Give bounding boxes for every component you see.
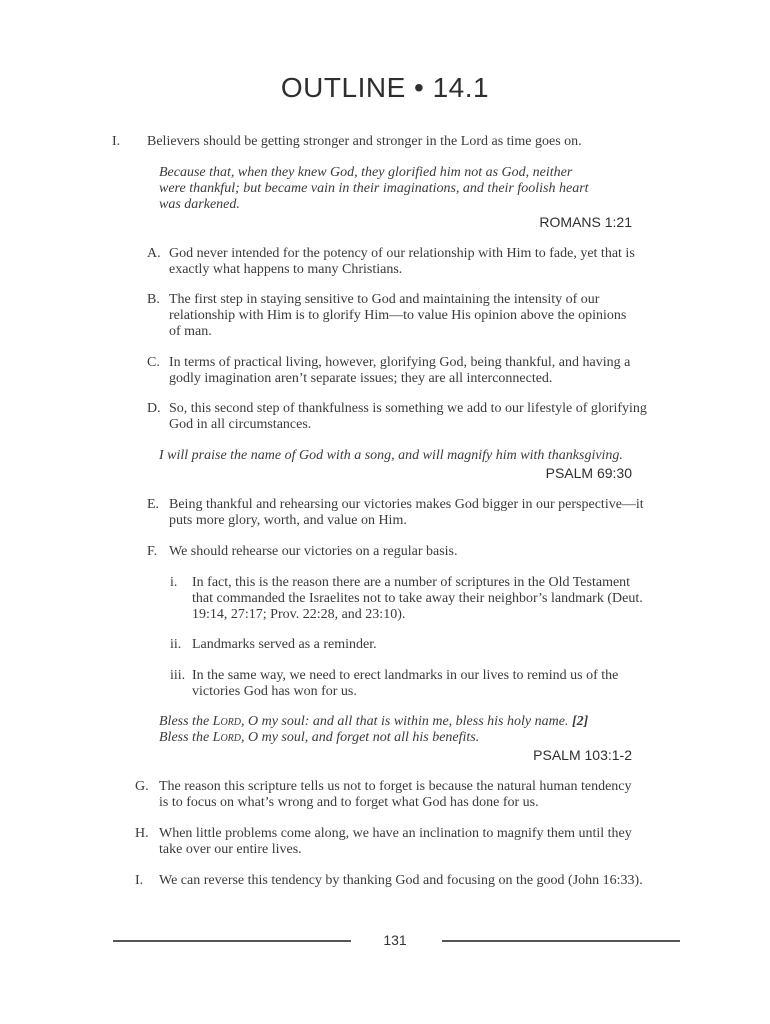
- outline-marker: G.: [135, 779, 149, 794]
- text-line: In fact, this is the reason there are a number of scriptures in the Old Testament: [192, 575, 631, 590]
- text-line: In the same way, we need to erect landmarks in our lives to remind us of the: [192, 668, 619, 683]
- text-line: godly imagination aren’t separate issues; they are all interconnected.: [169, 371, 553, 386]
- page-title: OUTLINE • 14.1: [280, 72, 490, 103]
- outline-marker: iii.: [170, 668, 186, 683]
- text-line: 19:14, 27:17; Prov. 22:28, and 23:10).: [192, 607, 406, 622]
- quote-line: Bless the Lord, O my soul: and all that is within me, bless his holy name. [2]: [159, 714, 589, 729]
- lord-small-caps: Lord: [212, 730, 241, 745]
- text-line: When little problems come along, we have an inclination to magnify them until they: [159, 826, 632, 841]
- outline-marker: ii.: [170, 637, 182, 652]
- outline-marker: i.: [170, 575, 178, 590]
- text-line: Being thankful and rehearsing our victories makes God bigger in our perspective—it: [169, 497, 644, 512]
- footer-rule-left: [113, 940, 351, 942]
- outline-text: [169, 401, 647, 433]
- quote-line: I will praise the name of God with a song, and will magnify him with thanksgiving.: [159, 448, 623, 463]
- scripture-reference: PSALM 69:30: [545, 465, 632, 481]
- text-line: victories God has won for us.: [192, 684, 357, 699]
- text-line: that commanded the Israelites not to take away their neighbor’s landmark (Deut.: [192, 591, 643, 606]
- lord-small-caps: Lord: [212, 714, 241, 729]
- outline-text: [192, 575, 643, 623]
- quote-line: was darkened.: [159, 197, 240, 212]
- outline-text: [192, 637, 377, 653]
- text-line: relationship with Him is to glorify Him—to value His opinion above the opinions: [169, 308, 627, 323]
- outline-text: [169, 544, 458, 560]
- quote-line: were thankful; but became vain in their imaginations, and their foolish heart: [159, 181, 589, 196]
- footer-rule-right: [442, 940, 680, 942]
- text-line: In terms of practical living, however, glorifying God, being thankful, and having a: [169, 355, 631, 370]
- outline-marker: B.: [147, 292, 160, 307]
- outline-marker: I.: [135, 873, 144, 888]
- text-line: puts more glory, worth, and value on Him.: [169, 513, 407, 528]
- outline-text: [169, 292, 626, 340]
- outline-text: [159, 779, 632, 811]
- quote-line: Because that, when they knew God, they glorified him not as God, neither: [159, 165, 573, 180]
- outline-marker: D.: [147, 401, 161, 416]
- outline-text: [169, 246, 635, 278]
- text-line: The reason this scripture tells us not to forget is because the natural human tendency: [159, 779, 632, 794]
- outline-text: [169, 355, 630, 387]
- text-line: We can reverse this tendency by thanking God and focusing on the good (John 16:33).: [159, 873, 643, 888]
- outline-text: [192, 668, 618, 700]
- text-line: So, this second step of thankfulness is something we add to our lifestyle of glorifying: [169, 401, 647, 416]
- outline-text: [169, 497, 644, 529]
- scripture-quote-psalm69: [159, 448, 659, 464]
- scripture-reference: PSALM 103:1-2: [533, 747, 632, 763]
- outline-marker: I.: [112, 134, 121, 149]
- quote-line: Bless the Lord, O my soul, and forget not all his benefits.: [159, 730, 480, 745]
- text-line: God never intended for the potency of our relationship with Him to fade, yet that is: [169, 246, 635, 261]
- verse-number: [2]: [571, 714, 589, 729]
- outline-marker: A.: [147, 246, 161, 261]
- scripture-quote-romans: [159, 165, 659, 213]
- outline-text: [159, 873, 643, 889]
- outline-marker: C.: [147, 355, 160, 370]
- outline-marker: F.: [147, 544, 158, 559]
- text-line: exactly what happens to many Christians.: [169, 262, 403, 277]
- text-line: God in all circumstances.: [169, 417, 312, 432]
- text-line: take over our entire lives.: [159, 842, 302, 857]
- outline-marker: E.: [147, 497, 160, 512]
- text-line: The first step in staying sensitive to God and maintaining the intensity of our: [169, 292, 600, 307]
- scripture-reference: ROMANS 1:21: [539, 214, 632, 230]
- outline-text: Believers should be getting stronger and stronger in the Lord as time goes on.: [147, 134, 582, 149]
- text-line: is to focus on what’s wrong and to forget what God has done for us.: [159, 795, 539, 810]
- outline-text: [159, 826, 632, 858]
- text-line: of man.: [169, 324, 212, 339]
- page-number: 131: [383, 932, 407, 948]
- outline-marker: H.: [135, 826, 149, 841]
- text-line: Landmarks served as a reminder.: [192, 637, 377, 652]
- text-line: We should rehearse our victories on a regular basis.: [169, 544, 458, 559]
- scripture-quote-psalm103: [159, 714, 659, 746]
